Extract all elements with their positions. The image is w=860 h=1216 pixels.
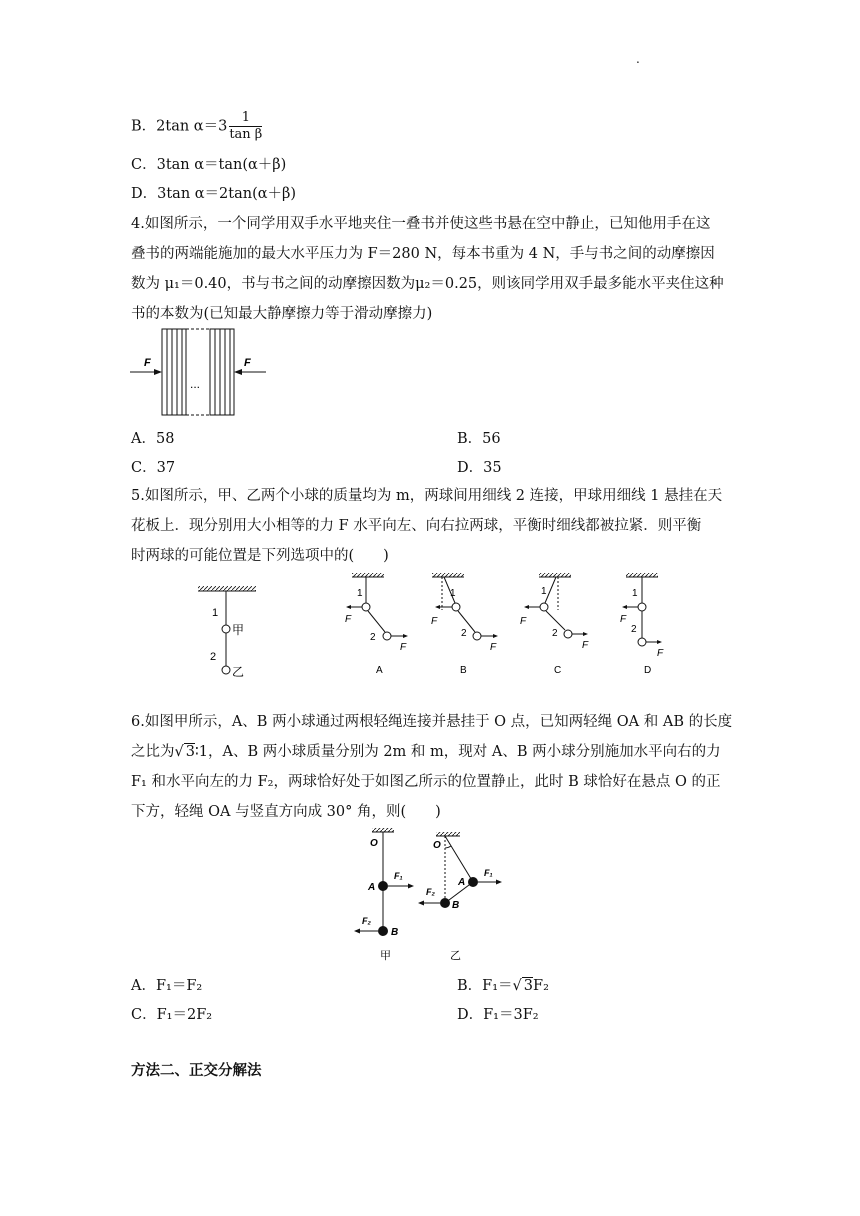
- q4-force-label-left: F: [144, 357, 151, 369]
- q5-c-force-left: F: [520, 616, 527, 627]
- q6-option-b-part-a: B．F₁＝: [457, 978, 513, 994]
- q4-option-a: A．58: [131, 431, 175, 447]
- q5-d-force-right: F: [657, 648, 664, 659]
- q6-option-c: C．F₁＝2F₂: [131, 1007, 213, 1023]
- q5-b-line-1: 1: [450, 588, 456, 599]
- q5-line-2-label: 2: [210, 651, 217, 663]
- q3-option-c: C．3tan α＝tan(α＋β): [131, 157, 287, 173]
- q6-option-d: D．F₁＝3F₂: [457, 1007, 539, 1023]
- q4-text-line-2: 叠书的两端能施加的最大水平压力为 F＝280 N，每本书重为 4 N，手与书之间的动摩擦因: [131, 246, 715, 262]
- q5-choice-c-diagram: [520, 573, 589, 676]
- q5-figure: [180, 570, 680, 685]
- q4-text-line-4: 书的本数为(已知最大静摩擦力等于滑动摩擦力): [131, 306, 433, 322]
- q3-option-b-label: B．2tan α＝3: [131, 118, 228, 135]
- q6-option-b-part-b: F₂: [533, 978, 549, 994]
- q4-dots: ...: [190, 377, 201, 391]
- q6-yi-point-b: B: [452, 900, 460, 911]
- fraction-numerator: 1: [229, 110, 262, 127]
- q6-diagram-yi: [418, 832, 502, 962]
- q6-jia-point-b: B: [391, 927, 399, 938]
- q5-choice-b-label: B: [460, 665, 467, 676]
- fraction-denominator: tan β: [229, 127, 263, 142]
- q5-ball-b-label: 乙: [232, 665, 245, 679]
- q6-sqrt-value: 3: [185, 744, 195, 760]
- q5-a-force-left: F: [345, 614, 352, 625]
- q6-yi-point-o: O: [433, 840, 441, 851]
- page-dot: .: [636, 52, 640, 66]
- q5-b-force-right: F: [490, 642, 497, 653]
- q5-text-line-1: 5.如图所示，甲、乙两个小球的质量均为 m，两球间用细线 2 连接，甲球用细线 1 悬挂在天: [131, 488, 723, 504]
- q6-jia-point-a: A: [368, 882, 376, 893]
- q4-option-b: B．56: [457, 431, 501, 447]
- q5-d-line-1: 1: [632, 588, 638, 599]
- q6-text-line-4: 下方，轻绳 OA 与竖直方向成 30° 角，则( ): [131, 804, 441, 820]
- q5-a-line-2: 2: [370, 632, 376, 643]
- q6-jia-force-f1: F₁: [394, 871, 403, 881]
- q4-text-line-1: 4.如图所示，一个同学用双手水平地夹住一叠书并使这些书悬在空中静止，已知他用手在这: [131, 216, 711, 232]
- q6-diagram-jia: [354, 828, 414, 962]
- q5-choice-b-diagram: [431, 573, 498, 676]
- q5-choice-a-diagram: [345, 573, 408, 676]
- q4-force-label-right: F: [244, 357, 251, 369]
- q5-c-line-1: 1: [541, 586, 547, 597]
- q5-ball-a-label: 甲: [232, 623, 245, 637]
- q6-line-2-part-b: ∶1，A、B 两小球质量分别为 2m 和 m，现对 A、B 两小球分别施加水平向右的力: [194, 744, 721, 760]
- section-heading: 方法二、正交分解法: [131, 1063, 262, 1079]
- q6-jia-point-o: O: [370, 838, 378, 849]
- q6-text-line-2: 之比为√ 3∶1，A、B 两小球质量分别为 2m 和 m，现对 A、B 两小球分别施加水平向右的力: [131, 744, 721, 760]
- q6-yi-force-f2: F₂: [426, 887, 435, 897]
- q5-c-force-right: F: [582, 640, 589, 651]
- q3-option-b: [131, 110, 262, 143]
- q5-d-line-2: 2: [631, 624, 637, 635]
- q5-choice-c-label: C: [554, 665, 562, 676]
- q5-line-1-label: 1: [212, 607, 219, 619]
- q5-a-force-right: F: [400, 642, 407, 653]
- q6-option-b: B．F₁＝√ 3F₂: [457, 978, 549, 994]
- q6-text-line-1: 6.如图甲所示，A、B 两小球通过两根轻绳连接并悬挂于 O 点，已知两轻绳 OA 和 AB 的长度: [131, 714, 733, 730]
- q5-b-force-left: F: [431, 616, 438, 627]
- q5-choice-d-diagram: [620, 573, 664, 676]
- q5-choice-d-label: D: [644, 665, 652, 676]
- q4-text-line-3: 数为 μ₁＝0.40，书与书之间的动摩擦因数为μ₂＝0.25，则该同学用双手最多能水平夹住这种: [131, 276, 724, 292]
- q3-option-b-fraction: [229, 110, 262, 143]
- q4-option-d: D．35: [457, 460, 502, 476]
- q5-text-line-2: 花板上．现分别用大小相等的力 F 水平向左、向右拉两球，平衡时细线都被拉紧．则平衡: [131, 518, 702, 534]
- q5-c-line-2: 2: [552, 628, 558, 639]
- q6-line-2-part-a: 之比为: [131, 744, 175, 760]
- q5-text-line-3: 时两球的可能位置是下列选项中的( ): [131, 548, 389, 564]
- q5-a-line-1: 1: [357, 588, 363, 599]
- q6-caption-jia: 甲: [380, 950, 391, 962]
- q6-caption-yi: 乙: [450, 950, 461, 962]
- q6-yi-force-f1: F₁: [484, 868, 493, 878]
- q5-choice-a-label: A: [376, 665, 383, 676]
- q5-b-line-2: 2: [461, 628, 467, 639]
- q6-option-a: A．F₁＝F₂: [131, 978, 203, 994]
- q6-figure: [350, 826, 520, 966]
- q6-option-b-sqrt: 3: [523, 978, 534, 994]
- q5-main-diagram: [198, 586, 256, 679]
- q6-text-line-3: F₁ 和水平向左的力 F₂，两球恰好处于如图乙所示的位置静止，此时 B 球恰好在悬点 O 的正: [131, 774, 721, 790]
- q6-yi-point-a: A: [458, 877, 466, 888]
- q4-books-figure: [126, 326, 270, 420]
- q3-option-d: D．3tan α＝2tan(α＋β): [131, 186, 297, 202]
- q5-d-force-left: F: [620, 614, 627, 625]
- q4-option-c: C．37: [131, 460, 176, 476]
- q6-jia-force-f2: F₂: [362, 916, 371, 926]
